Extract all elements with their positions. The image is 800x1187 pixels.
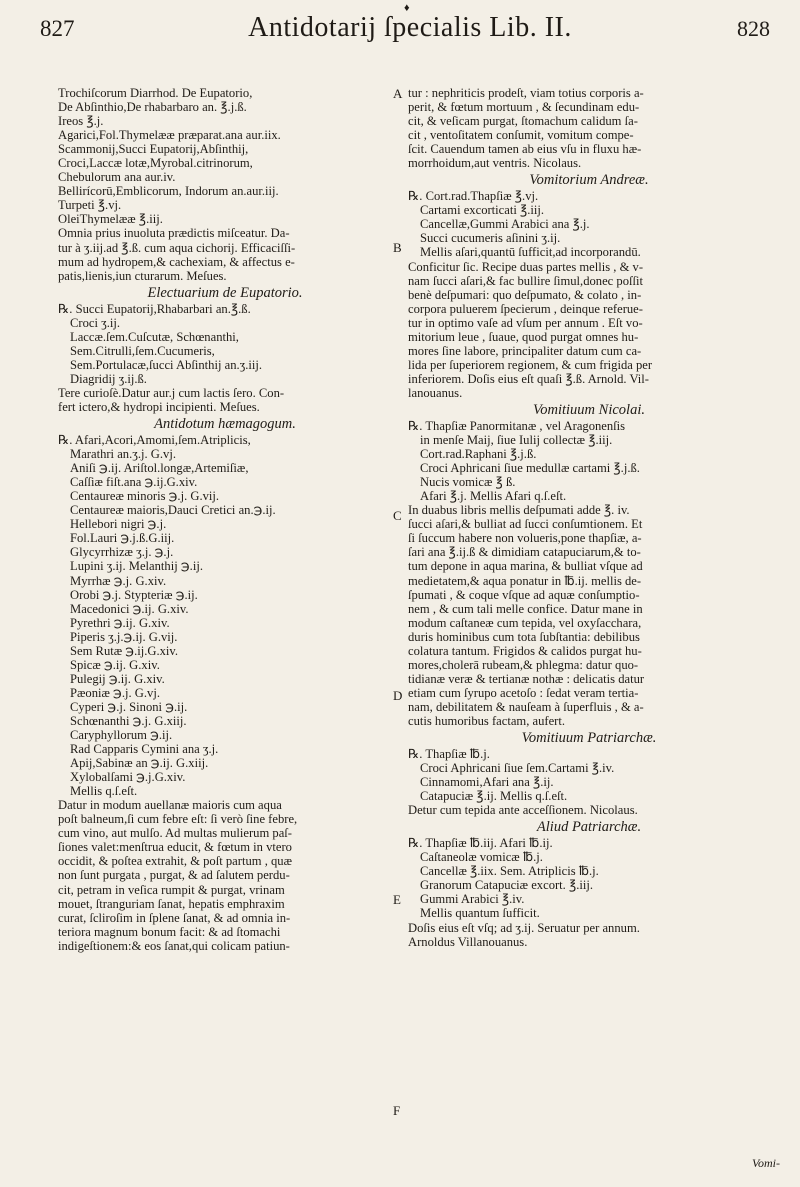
- text-line: Centaureæ maioris,Dauci Cretici an.℈.ij.: [70, 503, 276, 518]
- text-line: benè deſpumari: quo deſpumato, & colato , in-: [408, 287, 642, 302]
- section-heading: Vomitiuum Patriarchæ.: [521, 730, 657, 747]
- text-line: Glycyrrhizæ ʒ.j. ℈.j.: [70, 545, 174, 560]
- text-line: nem , & cum tali melle confice. Datur mane in: [408, 601, 643, 616]
- text-line: in menſe Maij, ſiue Iulij collectæ ℥.iij.: [420, 433, 613, 448]
- text-line: lanouanus.: [408, 385, 463, 400]
- margin-letter-d: D: [393, 688, 403, 703]
- text-line: Omnia prius inuoluta prædictis miſceatur. Da-: [58, 226, 290, 241]
- text-line: ſi ſuccum habere non volueris,pone thapſiæ, a-: [408, 531, 642, 546]
- text-line: nam ſucci aſari,& fac bullire ſimul,donec poſſit: [408, 273, 644, 288]
- text-line: Sem.Citrulli,ſem.Cucumeris,: [70, 343, 215, 358]
- text-line: Ireos ℥.j.: [58, 114, 104, 129]
- text-line: Granorum Catapuciæ excort. ℥.iij.: [420, 878, 594, 893]
- text-line: tur à ʒ.iij.ad ℥.ß. cum aqua cichorij. Efficaciſſi-: [58, 240, 296, 255]
- text-line: occidit, & poſtea extrahit, & poſt partum , quæ: [58, 854, 292, 869]
- text-line: Catapuciæ ℥.ij. Mellis q.ſ.eſt.: [420, 789, 568, 804]
- text-line: Schœnanthi ℈.j. G.xiij.: [70, 713, 187, 728]
- text-line: Piperis ʒ.j.℈.ij. G.vij.: [70, 629, 178, 644]
- text-line: tur in optimo vaſe ad vſum per annum . Eſt vo-: [408, 315, 643, 330]
- text-line: Hellebori nigri ℈.j.: [70, 517, 167, 532]
- text-line: ſcit. Cauendum tamen ab eius vſu in fluxu hæ-: [408, 142, 642, 157]
- text-line: Caſſiæ fiſt.ana ℈.ij.G.xiv.: [70, 475, 198, 490]
- text-line: Datur in modum auellanæ maioris cum aqua: [58, 798, 282, 813]
- text-line: Croci Aphricani ſiue medullæ cartami ℥.j.ß.: [420, 461, 640, 476]
- margin-letter-e: E: [393, 892, 401, 907]
- text-line: corpora puluerem ſpecierum , deinque referue-: [408, 301, 643, 316]
- text-line: Cartami excorticati ℥.iij.: [420, 203, 545, 218]
- text-line: Agarici,Fol.Thymelææ præparat.ana aur.iix.: [58, 128, 281, 143]
- text-line: Sem Rutæ ℈.ij.G.xiv.: [70, 643, 179, 658]
- section-heading: Antidotum hæmagogum.: [154, 416, 296, 433]
- text-line: Orobi ℈.j. Stypteriæ ℈.ij.: [70, 587, 198, 602]
- text-line: Croci Aphricani ſiue ſem.Cartami ℥.iv.: [420, 761, 615, 776]
- text-line: Gummi Arabici ℥.iv.: [420, 892, 525, 907]
- text-line: mouet, ſtranguriam ſanat, hepatis emphraxim: [58, 896, 285, 911]
- text-line: Chebulorum ana aur.iv.: [58, 170, 176, 185]
- text-line: Pyrethri ℈.ij. G.xiv.: [70, 615, 170, 630]
- text-line: Macedonici ℈.ij. G.xiv.: [70, 601, 189, 616]
- text-line: nam, debilitatem & nauſeam à ſuperfluis , & a-: [408, 699, 644, 714]
- text-line: ſiones valet:menſtrua educit, & fœtum in vtero: [58, 840, 292, 855]
- text-line: cutis humoribus factam, aufert.: [408, 713, 566, 728]
- text-line: ℞. Cort.rad.Thapſiæ ℥.vj.: [408, 189, 539, 204]
- text-line: Turpeti ℥.vj.: [58, 198, 122, 213]
- text-line: mum ad hydropem,& cachexiam, & affectus e-: [58, 254, 295, 269]
- margin-letter-a: A: [393, 86, 403, 101]
- text-line: ℞. Succi Eupatorij,Rhabarbari an.℥.ß.: [58, 301, 251, 316]
- text-line: ℞. Thapſiæ ℔.j.: [408, 747, 490, 762]
- text-line: Trochiſcorum Diarrhod. De Eupatorio,: [58, 86, 253, 100]
- text-line: lida per ſuperiorem regionem, & cum frigida per: [408, 357, 653, 372]
- text-line: In duabus libris mellis deſpumati adde ℥. iv.: [408, 503, 630, 518]
- text-line: Fol.Lauri ℈.j.ß.G.iij.: [70, 531, 175, 546]
- text-line: mitorium leue , ſuaue, quod purgat omnes hu-: [408, 329, 639, 344]
- text-line: Tere curioſè.Datur aur.j cum lactis ſero. Con-: [58, 385, 285, 400]
- text-line: Xylobalſami ℈.j.G.xiv.: [70, 770, 186, 785]
- text-line: Aniſi ℈.ij. Ariſtol.longæ,Artemiſiæ,: [70, 461, 249, 476]
- text-line: indigeſtionem:& eos ſanat,qui colicam patiun-: [58, 938, 290, 953]
- running-title: Antidotarij ſpecialis Lib. II.: [248, 12, 572, 43]
- text-line: cit , ventoſitatem conſumit, vomitum compe-: [408, 128, 634, 143]
- catchword: Vomi-: [752, 1156, 780, 1170]
- text-line: Apij,Sabinæ an ℈.ij. G.xiij.: [70, 756, 209, 771]
- right-column: [408, 86, 770, 949]
- text-line: inferiorem. Doſis eius eſt quaſi ℥.ß. Arnold. Vil-: [408, 371, 649, 386]
- text-line: Succi cucumeris aſinini ʒ.ij.: [420, 231, 561, 246]
- text-line: ſari ana ℥.ij.ß & dimidiam catapuciarum,& to-: [408, 545, 641, 560]
- text-line: Spicæ ℈.ij. G.xiv.: [70, 657, 160, 672]
- margin-letter-c: C: [393, 508, 402, 523]
- margin-letter-f: F: [393, 1103, 401, 1118]
- text-line: Bellirícorū,Emblicorum, Indorum an.aur.iij.: [58, 184, 279, 199]
- text-line: Cyperi ℈.j. Sinoni ℈.ij.: [70, 699, 188, 714]
- section-heading: Vomitorium Andreæ.: [529, 172, 649, 189]
- text-line: Cinnamomi,Afari ana ℥.ij.: [420, 775, 554, 790]
- text-line: tum depone in aqua marina, & bulliat vſque ad: [408, 559, 643, 574]
- text-line: Scammonij,Succi Eupatorij,Abſinthij,: [58, 142, 249, 157]
- text-line: Marathri an.ʒ.j. G.vj.: [70, 447, 176, 462]
- text-line: Rad Capparis Cymini ana ʒ.j.: [70, 742, 219, 757]
- text-line: ℞. Thapſiæ ℔.iij. Afari ℔.ij.: [408, 836, 553, 851]
- text-line: Mellis q.ſ.eſt.: [70, 784, 138, 799]
- text-line: Arnoldus Villanouanus.: [408, 934, 528, 949]
- text-line: ℞. Afari,Acori,Amomi,ſem.Atriplicis,: [58, 433, 251, 448]
- text-line: De Abſinthio,De rhabarbaro an. ℥.j.ß.: [58, 100, 247, 115]
- text-line: Caſtaneolæ vomicæ ℔.j.: [420, 850, 543, 865]
- text-line: etiam cum ſyrupo acetoſo : ſedat veram tertia-: [408, 685, 639, 700]
- text-line: Conficitur ſic. Recipe duas partes mellis , & v-: [408, 259, 644, 274]
- page-number-left: 827: [40, 16, 75, 41]
- text-line: ſucci aſari,& bulliat ad ſucci conſumtionem. Et: [408, 517, 643, 532]
- margin-letter-b: B: [393, 240, 402, 255]
- text-line: Cort.rad.Raphani ℥.j.ß.: [420, 447, 537, 462]
- text-line: teriora magnum bonum facit: & ad ſtomachi: [58, 924, 281, 939]
- page-header: [40, 12, 770, 52]
- printer-ornament: ♦: [404, 2, 410, 14]
- section-heading: Aliud Patriarchæ.: [536, 819, 642, 836]
- text-line: Cancellæ ℥.iix. Sem. Atriplicis ℔.j.: [420, 864, 599, 879]
- text-line: Croci ʒ.ij.: [70, 315, 121, 330]
- left-column: [58, 86, 392, 953]
- text-line: OleiThymelææ ℥.iij.: [58, 212, 163, 227]
- text-line: poſt balneum,ſi cum febre eſt: ſi verò ſine febre,: [58, 812, 298, 827]
- text-line: fert ictero,& hydropi incipienti. Meſues.: [58, 399, 260, 414]
- text-line: Myrrhæ ℈.j. G.xiv.: [70, 573, 167, 588]
- text-line: Pæoniæ ℈.j. G.vj.: [70, 685, 160, 700]
- text-line: Diagridij ʒ.ij.ß.: [70, 371, 147, 386]
- text-line: Sem.Portulacæ,ſucci Abſinthij an.ʒ.iij.: [70, 357, 263, 372]
- text-line: patis,lienis,iun cturarum. Meſues.: [58, 268, 227, 283]
- section-heading: Electuarium de Eupatorio.: [147, 284, 303, 301]
- text-line: colatura tantum. Frigidos & calidos purgat hu-: [408, 643, 642, 658]
- text-line: Mellis quantum ſufficit.: [420, 906, 540, 921]
- text-line: mores,cholerā rubeam,& phlegma: datur quo-: [408, 657, 639, 672]
- text-line: curat, ſcliroſim in ſplene ſanat, & ad omnia in-: [58, 910, 291, 925]
- text-line: Mellis aſari,quantū ſufficit,ad incorporandū.: [420, 245, 641, 260]
- text-line: non ſunt purgata , purgat, & ad ſalutem perdu-: [58, 868, 290, 883]
- text-line: ℞. Thapſiæ Panormitanæ , vel Aragonenſis: [408, 418, 626, 433]
- text-line: Detur cum tepida ante acceſſionem. Nicolaus.: [408, 803, 638, 818]
- text-line: cit, petram in veſica rumpit & purgat, vrinam: [58, 882, 285, 897]
- text-line: Laccæ.ſem.Cuſcutæ, Schœnanthi,: [70, 329, 239, 344]
- text-line: Caryphyllorum ℈.ij.: [70, 728, 173, 743]
- text-line: Nucis vomicæ ℥ ß.: [420, 475, 516, 490]
- text-line: cit, & veſicam purgat, ſtomachum calidum ſa-: [408, 114, 638, 129]
- section-heading: Vomitiuum Nicolai.: [533, 401, 645, 418]
- text-line: modum caſtaneæ cum tepida, vel oxyſacchara,: [408, 615, 642, 630]
- text-line: Cancellæ,Gummi Arabici ana ℥.j.: [420, 217, 590, 232]
- text-line: Pulegij ℈.ij. G.xiv.: [70, 671, 165, 686]
- page-number-right: 828: [737, 16, 770, 41]
- text-line: medietatem,& aqua ponatur in ℔.ij. mellis de-: [408, 573, 642, 588]
- text-line: morrhoidum,aut ventris. Nicolaus.: [408, 156, 582, 171]
- text-line: Centaureæ minoris ℈.j. G.vij.: [70, 489, 220, 504]
- text-line: tur : nephriticis prodeſt, viam totius corporis a-: [408, 86, 644, 100]
- text-line: Croci,Laccæ lotæ,Myrobal.citrinorum,: [58, 156, 253, 171]
- text-line: Lupini ʒ.ij. Melanthij ℈.ij.: [70, 559, 203, 574]
- text-line: duris hominibus cum tota ſubſtantia: debilibus: [408, 629, 640, 644]
- text-line: Afari ℥.j. Mellis Afari q.ſ.eſt.: [420, 489, 567, 504]
- text-line: cum vino, aut mulſo. Ad multas mulierum paſ-: [58, 826, 293, 841]
- text-line: perit, & fœtum mortuum , & ſecundinam edu-: [408, 100, 640, 115]
- text-line: tidianæ veræ & tertianæ nothæ : delicatis datur: [408, 671, 645, 686]
- text-line: ſpumati , & coque vſque ad aquæ conſumptio-: [408, 587, 640, 602]
- text-line: Doſis eius eſt vſq; ad ʒ.ij. Seruatur per annum.: [408, 920, 640, 935]
- text-line: mores ſine labore, principaliter datum cum ca-: [408, 343, 642, 358]
